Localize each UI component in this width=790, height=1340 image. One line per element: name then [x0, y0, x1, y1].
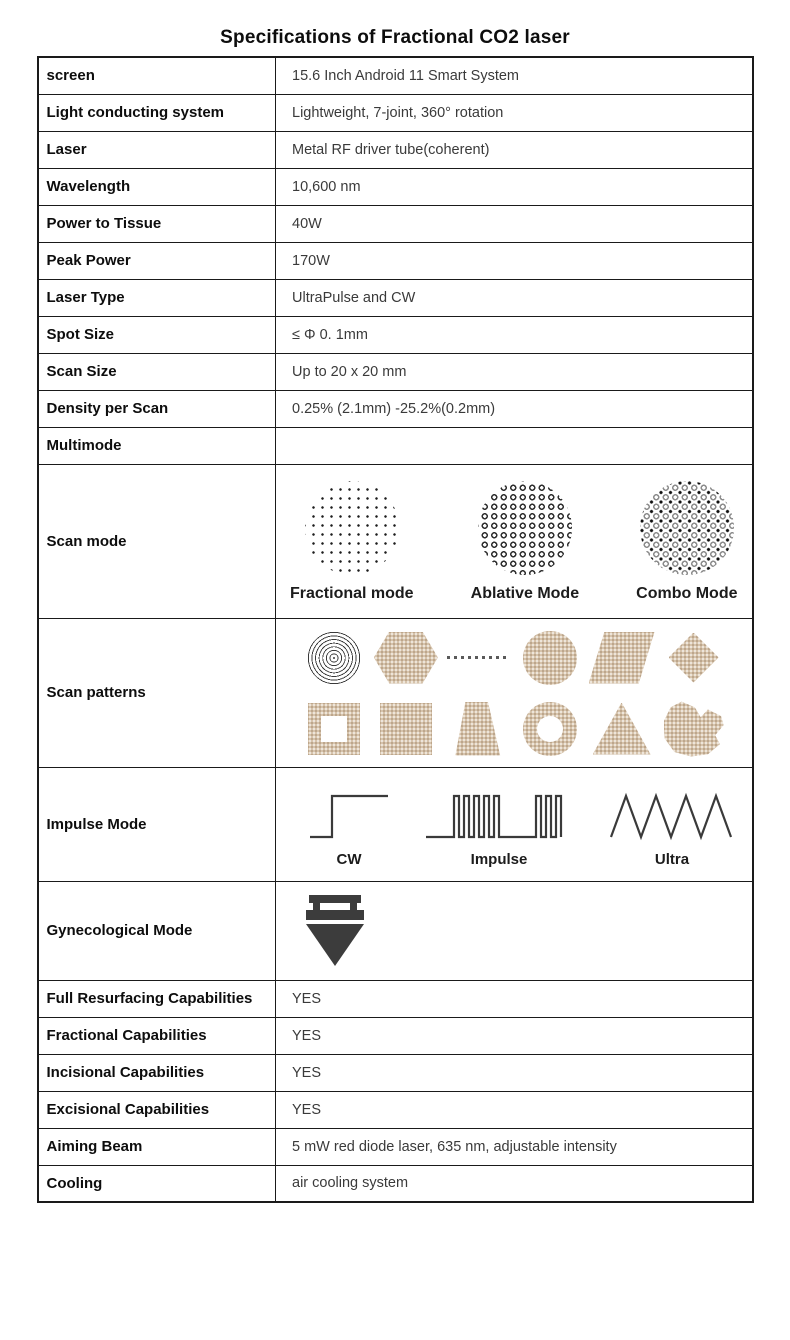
row-label: Spot Size: [38, 316, 276, 353]
row-value: 0.25% (2.1mm) -25.2%(0.2mm): [276, 390, 753, 427]
row-label: Scan mode: [38, 464, 276, 618]
row-value: YES: [276, 1091, 753, 1128]
fractional-dots-circle-icon: [305, 481, 399, 575]
spiral-dots-icon: [306, 631, 362, 685]
row-label: Scan Size: [38, 353, 276, 390]
row-value: 10,600 nm: [276, 168, 753, 205]
row-label: Peak Power: [38, 242, 276, 279]
table-row-multimode: [38, 427, 753, 464]
trapezoid-icon: [450, 702, 506, 756]
probe-tip-triangle: [306, 924, 364, 966]
scan-patterns-graphics: [276, 619, 752, 767]
row-label: Laser Type: [38, 279, 276, 316]
row-label: Aiming Beam: [38, 1128, 276, 1165]
row-label: Incisional Capabilities: [38, 1054, 276, 1091]
ablative-mode-block: [471, 481, 579, 603]
combo-mixed-circle-icon: [640, 481, 734, 575]
table-row-cooling: [38, 1165, 753, 1202]
row-label: Light conducting system: [38, 94, 276, 131]
row-value-impulse-mode: [276, 767, 753, 881]
scan-mode-graphics: [276, 471, 752, 611]
cw-step-waveform-icon: [308, 787, 390, 845]
table-row-scan-patterns: [38, 618, 753, 767]
impulse-caption: Impulse: [470, 850, 528, 868]
row-label: Fractional Capabilities: [38, 1017, 276, 1054]
row-value: 40W: [276, 205, 753, 242]
row-label: Density per Scan: [38, 390, 276, 427]
probe-top-bar: [309, 895, 361, 903]
probe-lower-bar: [306, 910, 364, 920]
cw-caption: CW: [336, 850, 362, 868]
table-row-aiming-beam: [38, 1128, 753, 1165]
row-label: Excisional Capabilities: [38, 1091, 276, 1128]
impulse-mode-graphics: [276, 773, 752, 876]
row-value-scan-patterns: [276, 618, 753, 767]
table-row-density-per-scan: [38, 390, 753, 427]
table-row-scan-mode: [38, 464, 753, 618]
table-row-impulse-mode: [38, 767, 753, 881]
notched-blob-icon: [664, 701, 724, 757]
row-value: UltraPulse and CW: [276, 279, 753, 316]
table-row-gynecological-mode: [38, 881, 753, 980]
table-row-spot-size: [38, 316, 753, 353]
impulse-wave-block: [424, 787, 574, 868]
row-label: Power to Tissue: [38, 205, 276, 242]
ablative-rings-circle-icon: [478, 481, 572, 575]
row-label: screen: [38, 57, 276, 94]
parallelogram-icon: [589, 632, 655, 684]
fractional-mode-caption: Fractional mode: [290, 585, 414, 602]
triangle-icon: [593, 703, 651, 755]
hexagon-icon: [374, 632, 438, 684]
square-frame-icon: [308, 703, 360, 755]
table-row-full-resurfacing-capabilities: [38, 980, 753, 1017]
row-label: Multimode: [38, 427, 276, 464]
table-row-light-conducting-system: [38, 94, 753, 131]
table-row-screen: [38, 57, 753, 94]
row-value: Lightweight, 7-joint, 360° rotation: [276, 94, 753, 131]
dashed-line-icon: [447, 656, 509, 659]
combo-mode-block: [636, 481, 737, 603]
specifications-table: [37, 56, 754, 1203]
table-row-power-to-tissue: [38, 205, 753, 242]
ring-icon: [523, 702, 577, 756]
table-row-incisional-capabilities: [38, 1054, 753, 1091]
row-value: 170W: [276, 242, 753, 279]
table-row-laser-type: [38, 279, 753, 316]
row-value: Up to 20 x 20 mm: [276, 353, 753, 390]
table-row-laser: [38, 131, 753, 168]
row-label: Scan patterns: [38, 618, 276, 767]
row-label: Cooling: [38, 1165, 276, 1202]
fractional-mode-block: [290, 481, 414, 603]
circle-icon: [523, 631, 577, 685]
table-row-peak-power: [38, 242, 753, 279]
row-label: Gynecological Mode: [38, 881, 276, 980]
row-value: air cooling system: [276, 1165, 753, 1202]
ultra-triangle-waveform-icon: [608, 787, 736, 845]
table-row-scan-size: [38, 353, 753, 390]
cw-wave-block: [308, 787, 390, 868]
row-value: 5 mW red diode laser, 635 nm, adjustable intensity: [276, 1128, 753, 1165]
probe-legs: [313, 903, 357, 910]
row-label: Impulse Mode: [38, 767, 276, 881]
diamond-icon: [669, 633, 719, 683]
row-value: 15.6 Inch Android 11 Smart System: [276, 57, 753, 94]
row-value: YES: [276, 1054, 753, 1091]
table-row-excisional-capabilities: [38, 1091, 753, 1128]
row-value-scan-mode: [276, 464, 753, 618]
row-value: Metal RF driver tube(coherent): [276, 131, 753, 168]
ultra-wave-block: [608, 787, 736, 868]
table-row-wavelength: [38, 168, 753, 205]
page-title: Specifications of Fractional CO2 laser: [220, 27, 570, 48]
row-value: ≤ Φ 0. 1mm: [276, 316, 753, 353]
row-value: [276, 427, 753, 464]
ablative-mode-caption: Ablative Mode: [470, 585, 580, 602]
row-label: Laser: [38, 131, 276, 168]
combo-mode-caption: Combo Mode: [636, 585, 738, 602]
impulse-pulse-train-waveform-icon: [424, 787, 574, 845]
row-label: Full Resurfacing Capabilities: [38, 980, 276, 1017]
row-value: YES: [276, 1017, 753, 1054]
ultra-caption: Ultra: [654, 850, 690, 868]
row-value: YES: [276, 980, 753, 1017]
laser-probe-tip-icon: [306, 895, 364, 966]
row-label: Wavelength: [38, 168, 276, 205]
square-icon: [380, 703, 432, 755]
table-row-fractional-capabilities: [38, 1017, 753, 1054]
row-value-gynecological-mode: [276, 881, 753, 980]
